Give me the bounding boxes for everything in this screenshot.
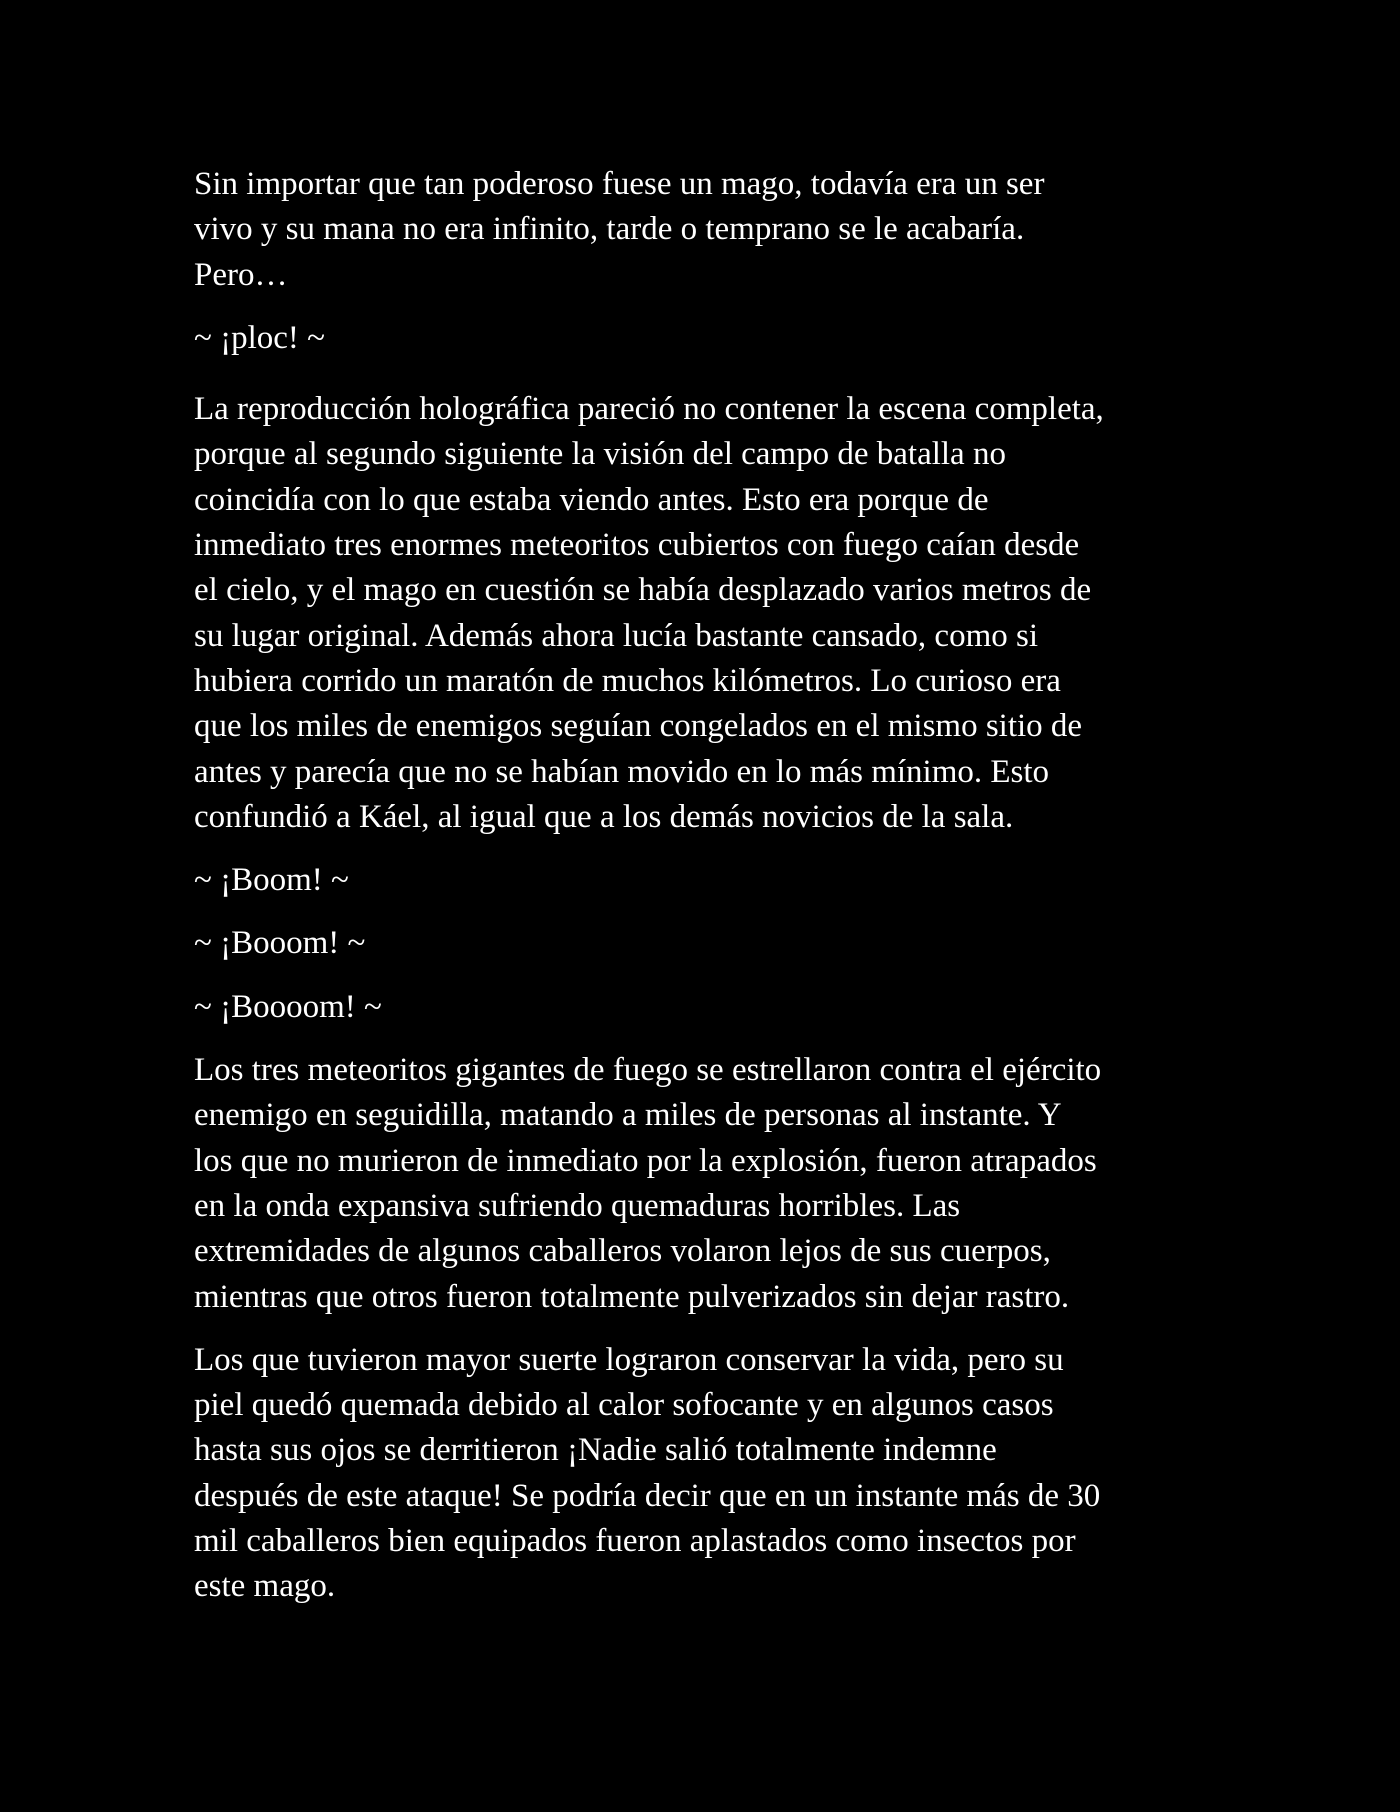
paragraph-4: Los que tuvieron mayor suerte lograron conservar la vida, pero su piel quedó quemada debido al calor sofocante y en algunos casos hasta sus ojos se derritieron ¡Nadie salió totalmente indemne después de este ataque! Se podría decir que en un instante más de 30 mil caballeros bien equipados fueron aplastados como insectos por este mago.: [194, 1341, 1101, 1605]
sound-effect-boom-1: ~ ¡Boom! ~: [194, 862, 349, 899]
sound-effect-ploc: ~ ¡ploc! ~: [194, 319, 326, 356]
sound-effect-boom-3: ~ ¡Boooom! ~: [194, 988, 382, 1025]
paragraph-2: La reproducción holográfica pareció no contener la escena completa, porque al segundo siguiente la visión del campo de batalla no coincidía con lo que estaba viendo antes. Esto era porque de inmediato tres enormes meteoritos cubiertos con fuego caían desde el cielo, y el mago en cuestión se había desplazado varios metros de su lugar original. Además ahora lucía bastante cansado, como si hubiera corrido un maratón de muchos kilómetros. Lo curioso era que los miles de enemigos seguían congelados en el mismo sitio de antes y parecía que no se habían movido en lo más mínimo. Esto confundió a Káel, al igual que a los demás novicios de la sala.: [194, 391, 1104, 835]
paragraph-3: Los tres meteoritos gigantes de fuego se estrellaron contra el ejército enemigo en seguidilla, matando a miles de personas al instante. Y los que no murieron de inmediato por la explosión, fueron atrapados en la onda expansiva sufriendo quemaduras horribles. Las extremidades de algunos caballeros volaron lejos de sus cuerpos, mientras que otros fueron totalmente pulverizados sin dejar rastro.: [194, 1052, 1102, 1315]
sound-effect-boom-2: ~ ¡Booom! ~: [194, 925, 366, 962]
paragraph-1: Sin importar que tan poderoso fuese un mago, todavía era un ser vivo y su mana no era infinito, tarde o temprano se le acabaría. Pero…: [194, 166, 1045, 293]
document-page: [194, 162, 1234, 1628]
